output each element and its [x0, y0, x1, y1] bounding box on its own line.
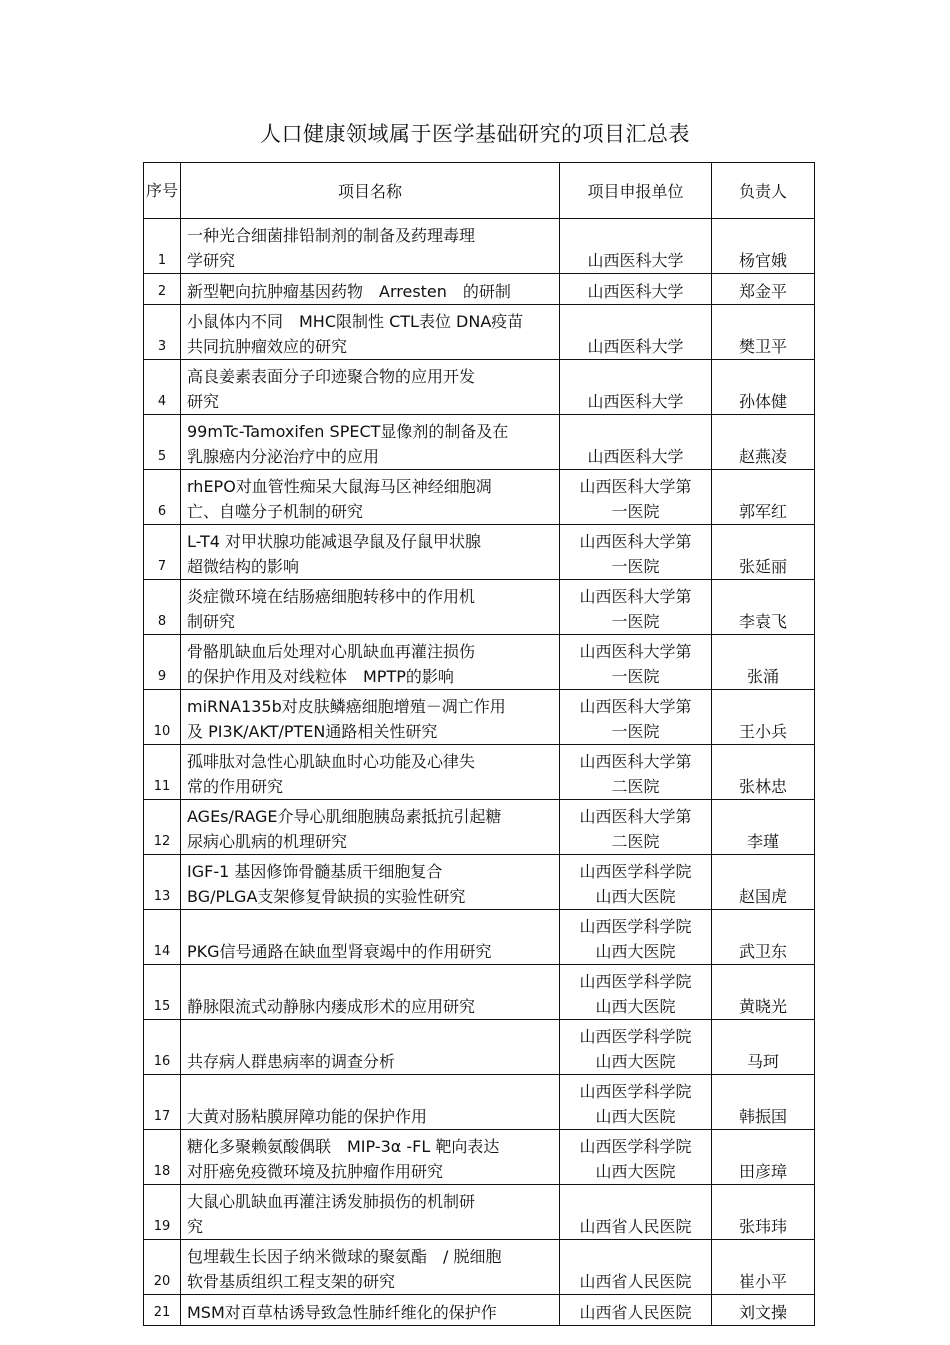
applicant-unit-cell: [560, 855, 712, 910]
row-number: 17: [144, 1075, 181, 1130]
project-name-line: 新型靶向抗肿瘤基因药物 Arresten 的研制: [187, 282, 511, 301]
project-name-line: rhEPO对血管性痴呆大鼠海马区神经细胞凋: [187, 477, 492, 496]
row-number: 2: [144, 274, 181, 305]
project-name-line: IGF-1 基因修饰骨髓基质干细胞复合: [187, 862, 443, 881]
applicant-unit-line: 山西医科大学第: [579, 587, 692, 606]
project-name-line: miRNA135b对皮肤鳞癌细胞增殖－凋亡作用: [187, 697, 506, 716]
person-in-charge: 赵国虎: [712, 855, 815, 910]
person-in-charge: 赵燕凌: [712, 415, 815, 470]
applicant-unit-line: 一医院: [611, 722, 660, 741]
table-row: [144, 690, 815, 745]
person-in-charge: 田彦璋: [712, 1130, 815, 1185]
project-name-cell: [181, 690, 560, 745]
project-name-cell: [181, 580, 560, 635]
applicant-unit-line: 山西医科大学第: [579, 697, 692, 716]
table-row: [144, 1075, 815, 1130]
project-name-cell: [181, 1240, 560, 1295]
table-row: [144, 305, 815, 360]
applicant-unit-line: 一医院: [611, 557, 660, 576]
applicant-unit-cell: [560, 1295, 712, 1326]
person-in-charge: 张林忠: [712, 745, 815, 800]
applicant-unit-cell: [560, 690, 712, 745]
project-name-line: 对肝癌免疫微环境及抗肿瘤作用研究: [187, 1162, 444, 1181]
project-name-cell: [181, 910, 560, 965]
applicant-unit-line: [560, 364, 711, 389]
applicant-unit-line: 山西医学科学院: [579, 972, 692, 991]
applicant-unit-cell: [560, 745, 712, 800]
project-name-cell: [181, 219, 560, 274]
row-number: 14: [144, 910, 181, 965]
project-name-line: [187, 1024, 555, 1049]
applicant-unit-line: 山西医科大学: [587, 282, 684, 301]
applicant-unit-line: 山西省人民医院: [579, 1272, 692, 1291]
applicant-unit-cell: [560, 219, 712, 274]
table-row: [144, 855, 815, 910]
project-name-line: PKG信号通路在缺血型肾衰竭中的作用研究: [187, 942, 492, 961]
applicant-unit-line: 山西大医院: [595, 942, 676, 961]
applicant-unit-line: [560, 419, 711, 444]
page-title: 人口健康领域属于医学基础研究的项目汇总表: [260, 122, 690, 146]
person-in-charge: 王小兵: [712, 690, 815, 745]
row-number: 3: [144, 305, 181, 360]
applicant-unit-line: 山西大医院: [595, 1107, 676, 1126]
project-name-line: MSM对百草枯诱导致急性肺纤维化的保护作: [187, 1303, 497, 1322]
row-number: 19: [144, 1185, 181, 1240]
project-name-line: 共存病人群患病率的调查分析: [187, 1052, 396, 1071]
applicant-unit-line: [560, 1189, 711, 1214]
table-row: [144, 635, 815, 690]
table-row: [144, 745, 815, 800]
project-name-line: 究: [187, 1217, 204, 1236]
project-name-line: 学研究: [187, 251, 236, 270]
applicant-unit-line: [560, 309, 711, 334]
project-name-cell: [181, 1075, 560, 1130]
applicant-unit-cell: [560, 1020, 712, 1075]
project-name-line: 亡、自噬分子机制的研究: [187, 502, 364, 521]
table-row: [144, 965, 815, 1020]
project-name-cell: [181, 525, 560, 580]
applicant-unit-line: 一医院: [611, 502, 660, 521]
applicant-unit-line: 山西医学科学院: [579, 917, 692, 936]
person-in-charge: 张玮玮: [712, 1185, 815, 1240]
applicant-unit-cell: [560, 910, 712, 965]
row-number: 20: [144, 1240, 181, 1295]
applicant-unit-line: 山西医科大学: [587, 392, 684, 411]
table-row: [144, 910, 815, 965]
row-number: 10: [144, 690, 181, 745]
project-name-line: 大黄对肠粘膜屏障功能的保护作用: [187, 1107, 428, 1126]
project-name-line: 骨骼肌缺血后处理对心肌缺血再灌注损伤: [187, 642, 476, 661]
row-number: 4: [144, 360, 181, 415]
table-row: [144, 525, 815, 580]
applicant-unit-line: 山西大医院: [595, 1162, 676, 1181]
project-name-line: 常的作用研究: [187, 777, 284, 796]
project-name-cell: [181, 800, 560, 855]
project-name-cell: [181, 1185, 560, 1240]
project-name-line: [187, 1079, 555, 1104]
applicant-unit-line: 山西大医院: [595, 997, 676, 1016]
applicant-unit-cell: [560, 305, 712, 360]
person-in-charge: 张涌: [712, 635, 815, 690]
table-row: [144, 800, 815, 855]
project-name-cell: [181, 1295, 560, 1326]
row-number: 6: [144, 470, 181, 525]
applicant-unit-line: 一医院: [611, 667, 660, 686]
person-in-charge: 张延丽: [712, 525, 815, 580]
applicant-unit-line: 山西大医院: [595, 887, 676, 906]
person-in-charge: 崔小平: [712, 1240, 815, 1295]
project-name-line: 高良姜素表面分子印迹聚合物的应用开发: [187, 367, 476, 386]
project-name-line: BG/PLGA支架修复骨缺损的实验性研究: [187, 887, 466, 906]
person-in-charge: 孙体健: [712, 360, 815, 415]
person-in-charge: 樊卫平: [712, 305, 815, 360]
applicant-unit-line: [560, 1244, 711, 1269]
applicant-unit-line: 山西医学科学院: [579, 1027, 692, 1046]
applicant-unit-cell: [560, 1075, 712, 1130]
project-name-cell: [181, 965, 560, 1020]
project-name-line: 小鼠体内不同 MHC限制性 CTL表位 DNA疫苗: [187, 312, 524, 331]
project-name-cell: [181, 274, 560, 305]
applicant-unit-cell: [560, 1130, 712, 1185]
project-name-line: 炎症微环境在结肠癌细胞转移中的作用机: [187, 587, 476, 606]
applicant-unit-line: 山西医科大学第: [579, 752, 692, 771]
table-row: [144, 1130, 815, 1185]
project-name-line: 糖化多聚赖氨酸偶联 MIP-3α -FL 靶向表达: [187, 1137, 500, 1156]
applicant-unit-line: [560, 223, 711, 248]
project-name-line: 的保护作用及对线粒体 MPTP的影响: [187, 667, 454, 686]
table-row: [144, 1295, 815, 1326]
row-number: 1: [144, 219, 181, 274]
applicant-unit-cell: [560, 415, 712, 470]
table-row: [144, 274, 815, 305]
applicant-unit-line: 山西医学科学院: [579, 1137, 692, 1156]
project-name-line: 制研究: [187, 612, 236, 631]
applicant-unit-cell: [560, 274, 712, 305]
project-name-line: [187, 914, 555, 939]
applicant-unit-line: 一医院: [611, 612, 660, 631]
table-row: [144, 415, 815, 470]
table-row: [144, 219, 815, 274]
project-name-cell: [181, 745, 560, 800]
applicant-unit-line: 山西医学科学院: [579, 1082, 692, 1101]
person-in-charge: 马珂: [712, 1020, 815, 1075]
project-name-cell: [181, 1130, 560, 1185]
row-number: 9: [144, 635, 181, 690]
applicant-unit-line: 山西医科大学第: [579, 532, 692, 551]
applicant-unit-line: 山西医科大学第: [579, 642, 692, 661]
person-in-charge: 黄晓光: [712, 965, 815, 1020]
project-name-cell: [181, 1020, 560, 1075]
project-name-cell: [181, 360, 560, 415]
row-number: 13: [144, 855, 181, 910]
project-name-line: 99mTc-Tamoxifen SPECT显像剂的制备及在: [187, 422, 509, 441]
project-name-line: L-T4 对甲状腺功能减退孕鼠及仔鼠甲状腺: [187, 532, 481, 551]
person-in-charge: 刘文操: [712, 1295, 815, 1326]
table-row: [144, 1020, 815, 1075]
project-name-line: AGEs/RAGE介导心肌细胞胰岛素抵抗引起糖: [187, 807, 502, 826]
applicant-unit-line: 二医院: [611, 832, 660, 851]
person-in-charge: 韩振国: [712, 1075, 815, 1130]
applicant-unit-line: 山西省人民医院: [579, 1217, 692, 1236]
row-number: 15: [144, 965, 181, 1020]
applicant-unit-cell: [560, 635, 712, 690]
project-name-cell: [181, 415, 560, 470]
applicant-unit-cell: [560, 470, 712, 525]
header-unit: 项目申报单位: [560, 163, 712, 219]
header-no: 序号: [144, 163, 181, 219]
applicant-unit-line: 山西医科大学第: [579, 807, 692, 826]
row-number: 11: [144, 745, 181, 800]
person-in-charge: 武卫东: [712, 910, 815, 965]
table-header-row: [144, 163, 815, 219]
applicant-unit-cell: [560, 360, 712, 415]
project-name-line: 研究: [187, 392, 220, 411]
project-table: [143, 162, 815, 1326]
project-name-line: 超微结构的影响: [187, 557, 300, 576]
applicant-unit-cell: [560, 525, 712, 580]
row-number: 12: [144, 800, 181, 855]
project-name-cell: [181, 855, 560, 910]
applicant-unit-cell: [560, 1240, 712, 1295]
project-name-line: 包埋载生长因子纳米微球的聚氨酯 / 脱细胞: [187, 1247, 502, 1266]
header-name: 项目名称: [181, 163, 560, 219]
project-name-line: 大鼠心肌缺血再灌注诱发肺损伤的机制研: [187, 1192, 476, 1211]
person-in-charge: 李袁飞: [712, 580, 815, 635]
applicant-unit-cell: [560, 1185, 712, 1240]
applicant-unit-line: 山西医学科学院: [579, 862, 692, 881]
project-name-line: 共同抗肿瘤效应的研究: [187, 337, 348, 356]
applicant-unit-cell: [560, 580, 712, 635]
header-person: 负责人: [712, 163, 815, 219]
applicant-unit-line: 山西大医院: [595, 1052, 676, 1071]
project-name-cell: [181, 305, 560, 360]
person-in-charge: 杨官娥: [712, 219, 815, 274]
project-name-cell: [181, 470, 560, 525]
table-row: [144, 470, 815, 525]
project-name-line: 乳腺癌内分泌治疗中的应用: [187, 447, 380, 466]
table-row: [144, 1185, 815, 1240]
applicant-unit-line: 山西医科大学: [587, 447, 684, 466]
row-number: 5: [144, 415, 181, 470]
applicant-unit-cell: [560, 965, 712, 1020]
person-in-charge: 郭军红: [712, 470, 815, 525]
applicant-unit-cell: [560, 800, 712, 855]
project-name-line: [187, 969, 555, 994]
applicant-unit-line: 山西医科大学第: [579, 477, 692, 496]
row-number: 7: [144, 525, 181, 580]
project-name-line: 一种光合细菌排铅制剂的制备及药理毒理: [187, 226, 476, 245]
table-row: [144, 580, 815, 635]
row-number: 18: [144, 1130, 181, 1185]
project-name-line: 软骨基质组织工程支架的研究: [187, 1272, 396, 1291]
project-name-line: 孤啡肽对急性心肌缺血时心功能及心律失: [187, 752, 476, 771]
person-in-charge: 郑金平: [712, 274, 815, 305]
applicant-unit-line: 山西医科大学: [587, 251, 684, 270]
table-row: [144, 360, 815, 415]
applicant-unit-line: 山西医科大学: [587, 337, 684, 356]
project-name-cell: [181, 635, 560, 690]
person-in-charge: 李瑾: [712, 800, 815, 855]
project-name-line: 尿病心肌病的机理研究: [187, 832, 348, 851]
applicant-unit-line: 山西省人民医院: [579, 1303, 692, 1322]
row-number: 21: [144, 1295, 181, 1326]
project-name-line: 静脉限流式动静脉内瘘成形术的应用研究: [187, 997, 476, 1016]
applicant-unit-line: 二医院: [611, 777, 660, 796]
row-number: 8: [144, 580, 181, 635]
table-row: [144, 1240, 815, 1295]
row-number: 16: [144, 1020, 181, 1075]
project-name-line: 及 PI3K/AKT/PTEN通路相关性研究: [187, 722, 438, 741]
